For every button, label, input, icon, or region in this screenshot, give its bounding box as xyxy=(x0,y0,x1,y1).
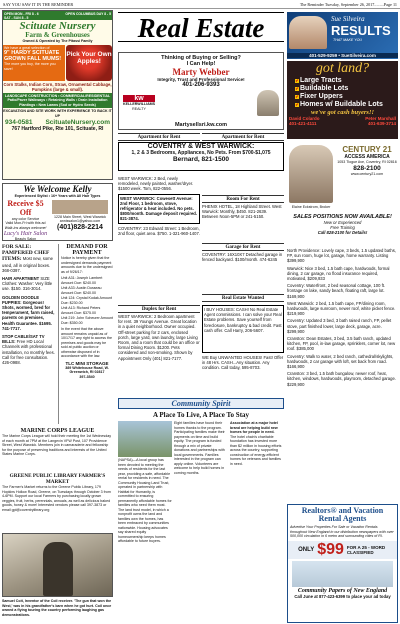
library-body: The Farmer's Market returns to the Greene Public Library, 179 Hopkins Hollow Road, Greene, on Tuesdays through October 3 from 4-6PM. Support our local Farmers by purchasing locally grown veggies, fruit, herbs, perennials, annuals, as well as delicious baked goods, honey & more! Interested vendors please call 397-3873 or email gpl@coventrylibrary.org xyxy=(2,485,111,512)
demand-company-addr: 389 Whitehouse Road, W. Greenwich, RI 02817 xyxy=(65,365,109,374)
century21-phone: 828-2100 xyxy=(353,164,381,172)
sales-call: Call 828-2100 for Details! xyxy=(317,230,368,236)
listing-item: WEST WARWICK: 2 Bed, newly remodeled, newly painted, washer/dryer. $1500 week. Tom, 822-0556. xyxy=(118,176,194,192)
salon-ad xyxy=(2,183,113,241)
salon-phone: (401)828-2214 xyxy=(57,223,103,231)
checkmark-icon: ✔ xyxy=(295,102,299,107)
realtors-footer1: Community Papers of New England xyxy=(297,587,388,594)
gotland-item-label: Homes w/ Buildable Lots xyxy=(300,101,383,108)
mums-sub: The more you buy, the more you save! xyxy=(4,62,56,71)
classified-item xyxy=(2,276,56,292)
gotland-agent-phone: 401-639-3714 xyxy=(367,121,396,126)
demand-unit: Unit A13: Richard Peters Amount Due: $375.00 xyxy=(61,306,101,315)
property-listing: Cranston: Dean Estates, 3 bed, 3.5 bath ranch, updated kitchen, FP, pool, in-law garage, sprinklers, corner lot, new roof. $385,000 xyxy=(287,336,396,352)
century21-logo: CENTURY 21 xyxy=(342,145,392,154)
listing-item: WEST WARWICK: Cowesett Avenue: 2nd Floor, 1 bedroom, stove, refrigerator & heat included. No pets. $800/month. Damage deposit required. 821-3874. xyxy=(118,194,200,224)
classified-head: STOP CABLE/SAT TV BILLS: xyxy=(2,334,45,345)
re-wanted-item: I BUY HOUSES: CASH! No Real Estate Agent commissions. I can solve your Real Estate problems. Save yourself from foreclosure, bankruptcy & bad credit. Fast cash offer. Call Harry, 206-5607. xyxy=(202,305,284,353)
salon-walkins: Walk-ins always welcome! xyxy=(4,225,47,230)
century21-web: www.century21.com xyxy=(350,171,384,176)
header-right: The Reminder Tuesday, September 26, 2017.........Page 11 xyxy=(299,1,397,7)
realtors-only: ONLY xyxy=(298,546,315,553)
gotland-item-label: Buildable Lots xyxy=(300,85,349,92)
page-header xyxy=(0,0,400,9)
feature-col3: The hotel chain's charitable foundation has invested more than $2 million in housing efforts across the country, supporting construction of energy-efficient homes for veterans and families in need. xyxy=(230,434,282,466)
classified-item xyxy=(2,334,56,365)
apt-rent-heading: Apartment for Rent xyxy=(118,133,200,141)
gotland-item xyxy=(295,93,398,101)
kw-brand: KELLERWILLIAMS xyxy=(123,102,156,106)
classified-head: FOR SALE: PAMPERED CHEF ITEMS: xyxy=(2,244,50,263)
classified-body: Free HD Local Channels with professional installation, no monthly fees. Call for free consultation. 426-0988. xyxy=(2,339,55,366)
demand-title: DEMAND FOR PAYMENT xyxy=(66,244,108,256)
library-title: GREENE PUBLIC LIBRARY FARMER'S MARKET xyxy=(9,473,106,485)
apt-rent-heading: Apartment for Rent xyxy=(202,133,284,141)
property-listing: Coventry: Waterfront, 2 bed seasonal cottage, 100 ft. frontage on lake, sandy beach, floating raft, large lot. $169,900 xyxy=(287,283,386,299)
hours-weekend: SAT - SUN 8 - 5 xyxy=(4,15,29,20)
classified-head: GOLDEN DOODLE PUPPIES: Gorgeous! Shots, wormed, bred for temperament, farm raised, parents on premises, Health Guarantee. $1695. 741-7717. xyxy=(2,294,55,331)
demand-company-phone: 397-3540 xyxy=(79,374,95,379)
marine-title: MARINE CORPS LEAGUE xyxy=(20,428,95,434)
silveira-tag: THAT MAKE YOU xyxy=(333,38,363,42)
demand-company: TLC MINI STORAGE xyxy=(65,360,109,366)
webber-q2: I Can Help! xyxy=(186,61,216,67)
photo-figure xyxy=(43,542,73,596)
gotland-item xyxy=(295,85,398,93)
nursery-landscape: LANDSCAPE CONSTRUCTION • COMMERCIAL/RESIDENTIAL Patio/Paver Walkways • Retaining Walls • Drain Installation Plantings • New Lawns (Sod or Hydro Seeds) xyxy=(4,93,111,107)
gotland-agent: David Colardo xyxy=(289,116,320,121)
nursery-web: ScituateNursery.com xyxy=(45,119,110,127)
coventry-box xyxy=(118,142,284,171)
silveira-results: RESULTS xyxy=(331,23,391,38)
mums-banner: We have a great selection of xyxy=(4,45,50,50)
silveira-name: Sue Silveira xyxy=(331,15,365,23)
broker-name: Elaine Eckstrom, Broker xyxy=(291,205,331,209)
property-listing: Coventry: Walk to water, 2 bed ranch, cathedral/skylights, hardwoods, 2 car garage with loft, set back from road. $166,900 xyxy=(287,353,394,370)
salon-offer-sub: any color Service xyxy=(11,216,40,221)
demand-notice xyxy=(58,244,113,424)
salon-offer: Receive $5 Off xyxy=(7,198,44,217)
demand-footer: In the event that the above amount remains unpaid as of 10/17/17 any right to access the premises and goods may be sold at public auction or otherwise disposed of in accordance with the law. xyxy=(61,327,112,358)
nursery-name2: Farm & Greenhouses xyxy=(25,31,90,39)
nursery-products: Corn Stalks, Indian Corn, Straw, Ornamental Cabbage, Pumpkins (large & small). xyxy=(3,81,112,92)
salon-sub: Experienced Stylist • 16+ Years with All Hair Types xyxy=(14,194,101,198)
salon-title: We Welcome Kelly xyxy=(23,184,92,194)
gotland-agent-phone: 401-421-4111 xyxy=(289,121,317,126)
duplex-heading: Duplex for Rent xyxy=(118,305,200,313)
classified-body: SIZE Clothes: Washer: Very little use. $150. 316-3014. xyxy=(2,276,53,292)
salon-photo xyxy=(52,200,108,214)
webber-headshot xyxy=(257,90,279,116)
classified-item xyxy=(2,295,56,331)
century21-office: ACCESS AMERICA xyxy=(344,154,390,160)
marine-body: The Marine Corps League will hold their meeting the 1st Wednesday of each month at 7PM at the Langevin VFW Post, 107 Providence Street, West Warwick. Members join in camaraderie and fellowship for the purpose of preserving traditions and interests of the United States Marine Corps. xyxy=(2,434,112,456)
gotland-ad xyxy=(287,61,398,139)
property-listing: North Providence: Lovely cape, 3 beds, 1.5 updated baths, FP, sun room, huge lot, garage, home warranty. Listing $399,900 xyxy=(287,248,396,264)
demand-unit: Unit 219: John Scheurer Amount Due: $350.00 xyxy=(61,316,113,325)
silveira-phone: 401-529-9259 • SueSilveira.com xyxy=(287,53,398,58)
library-notice xyxy=(2,473,113,531)
nursery-hours xyxy=(3,11,112,20)
realtors-title: Realtors® and Vacation Rental Agents xyxy=(301,506,384,523)
property-listing: Coventry: Updated 3 bed, 3 bath raised ranch, FP, pellet stove, part finished lower, large deck, garage, acre. $299,900 xyxy=(287,318,392,334)
property-listing: West Warwick: 2 bed, 1.5 bath cape, FP/dining room, hardwoods, large sunroom, newer roof, white picket fence. $219,900 xyxy=(287,300,396,317)
mums-text: 9" HARDY SCITUATE GROWN FALL MUMS! xyxy=(4,50,62,62)
property-listing: Warwick: Nice 3 bed, 1.5 bath cape, hardwoods, formal dining, 2 car garage, no flood insurance required, motivated, $209,933 xyxy=(287,265,390,282)
nursery-address: 767 Hartford Pike, Rte 101, Scituate, RI xyxy=(11,126,104,133)
feature-photo xyxy=(118,421,172,457)
webber-q1: Thinking of Buying or Selling? xyxy=(161,55,241,61)
checkmark-icon: ✔ xyxy=(295,78,299,83)
room-listing: PHENIX HOTEL, 18 Highland Street. West Warwick: Monthly, $450. 821-2639. Between Noon-5PM or 241-5150. xyxy=(202,204,282,220)
newspapers-image xyxy=(292,561,393,587)
hours-holiday: OPEN COLUMBUS DAY 8 - 5 xyxy=(65,11,111,16)
feature-col3-head: Association at a major hotel brand are helping build new homes for people in need. xyxy=(230,421,278,434)
silveira-photo xyxy=(289,16,327,49)
coventry-body: 1, 2 & 3 Bedrooms, Appliances, No Pets. From $700-$1,075 xyxy=(131,150,271,156)
salon-email: annissalon1@yahoo.com xyxy=(59,219,101,223)
nursery-excavation: EXCAVATION AND SITE WORK WITH EXPERIENCE TO BACK IT UP xyxy=(3,109,112,118)
realtors-ad xyxy=(287,504,398,623)
listing-item: COVENTRY: 23 Edward Street: 1 Bedroom, 2nd floor, quiet area. $750. 1-321-960-1407. xyxy=(118,225,200,236)
kw-logo: kw xyxy=(123,95,155,102)
gotland-tag: we've got cash buyers!! xyxy=(310,109,374,116)
community-banner: Community Spirit xyxy=(118,398,284,409)
sales-positions xyxy=(287,214,398,246)
mums-box xyxy=(3,45,65,81)
sales-sub1: New or Experienced xyxy=(323,220,362,225)
nursery-name: Scituate Nursery xyxy=(19,20,96,32)
re-wanted-heading: Real Estate Wanted xyxy=(202,294,284,302)
feature-col2: Eight families have found their homes thanks to the program. Participating families make their payments on time and build equity. The program is funded through a mix of private donations and partnerships with local governments. Families interested in the program can apply online. Volunteers are welcome to help build homes in coming months. xyxy=(174,421,225,475)
kw-brand-sub: REALTY xyxy=(132,106,146,111)
photo-caption: Samuel Coit, Inventor of the Coil receiver. 'The gun that won the West,' was in his grandfather's barn when he got hurt. Coil once owned a flying touring the country performing laughing gas demonstrations. xyxy=(2,599,112,617)
checkmark-icon: ✔ xyxy=(295,94,299,99)
gotland-item xyxy=(295,77,398,85)
webber-email: Martysellsri.kw.com xyxy=(174,122,228,128)
classifieds-left xyxy=(2,244,56,424)
community-feature xyxy=(118,398,284,623)
webber-ad xyxy=(118,52,284,130)
section-title: Real Estate xyxy=(118,12,284,42)
broker-photo xyxy=(289,145,333,203)
salon-name-sub: Beauty Salon xyxy=(14,237,37,241)
hours-weekday: OPEN MON - FRI 8 - 6 xyxy=(4,11,39,16)
salon-offer-sub2: Valid Mon-Fri with this ad xyxy=(5,221,46,225)
gotland-item-label: Fixer Uppers xyxy=(300,93,343,100)
nursery-phone: 934-0581 xyxy=(5,119,33,127)
classified-body: Most new, some used, all in original boxes. 368-0397. xyxy=(2,256,53,273)
gotland-agent: Peter Marshall xyxy=(365,116,396,121)
classified-head: HAIR APARTMENT xyxy=(2,276,40,282)
century21-address: 1053 Tiogue Ave, Coventry, RI 02816 xyxy=(337,160,397,164)
checkmark-icon: ✔ xyxy=(295,86,299,91)
room-heading: Room For Rent xyxy=(202,195,284,203)
header-left: SAY YOU SAW IT IN THE REMINDER xyxy=(3,1,74,7)
demand-body: Notice is hereby given that the undersigned demands payment amounts due to the undersigned as of 9/26/17: xyxy=(61,256,113,274)
webber-phone: 401-206-9393 xyxy=(182,82,220,88)
gotland-item xyxy=(295,101,398,109)
apartments-column xyxy=(118,176,200,311)
gotland-item-label: Large Tracts xyxy=(300,77,342,84)
realtors-price: $99 xyxy=(317,540,344,558)
apples-badge: Pick Your Own Apples! xyxy=(66,45,112,81)
realtors-footer2: Call June at 877-423-6399 to place your ad today xyxy=(294,593,391,599)
property-listing: Cranston: 3 bed, 1.5 bath bungalow, newer roof, heat, kitchen, windows, hardwoods, playroom, detached garage. $229,900 xyxy=(287,371,396,387)
salon-name: Lucy's Hair Salon xyxy=(3,231,48,237)
century21-listings xyxy=(287,248,398,468)
demand-unit: Unit 124: Crystal Kodak Amount Due: $230.00 xyxy=(61,296,112,305)
gotland-title: got land? xyxy=(315,61,370,76)
duplex-listing: WEST WARWICK: 2 Bedroom apartment for rent. 39 Youngs Avenue. Great location in a quiet neighborhood. Owner occupied. Off-street parking for 2 cars, enclosed porch, large yard, own laundry, large Living Room, and a room that could be an office or formal Dining Room. $1200. Pets considered and non-smoking. Shown by Appointment Only (401) 821-7177. xyxy=(118,314,200,361)
century21-ad xyxy=(287,143,398,213)
re-wanted-item: WE Buy UNWANTED HOUSES! Fast! Offer in 48 Hrs. CASH...Any situation. Any condition. Call today, 595-8703. xyxy=(202,355,284,371)
coventry-phone: Bernard, 821-1500 xyxy=(172,156,229,163)
sales-title: SALES POSITIONS NOW AVAILABLE! xyxy=(293,214,392,220)
feature-title: A Place To Live, A Place To Stay xyxy=(152,411,250,419)
realtors-for: FOR A 25 - WORD CLASSIFIED xyxy=(346,544,386,555)
webber-name: Marty Webber xyxy=(172,67,230,77)
realtors-body: Advertise Your Properties For Sale or Vacation Rentals throughout New England in our distribution newspapers with over 500,000 circulation in 6 metro and surrounding cities of RI. xyxy=(290,525,394,538)
historic-photo xyxy=(2,533,113,597)
sales-sub2: Free Training xyxy=(330,225,355,231)
marine-notice xyxy=(2,428,113,472)
garage-listing: COVENTRY: 16X10X7 Detached garage in fenced backyard. $100/month. 474-6245 xyxy=(202,252,283,263)
silveira-ad xyxy=(287,12,398,59)
feature-col1: (NAPSA)—A local group has been devoted to meeting the needs of residents for the last year, providing a safe, affordable rental for residents in need. The Community Housing Land Trust, operated in partnership with Habitat for Humanity, is committed to ensuring permanently affordable homes for families who need them most. The land trust model, in which a nonprofit owns the land and families own the homes, has been embraced by communities nationwide. Housing advocates say shared equity homeownership keeps homes affordable to future buyers. xyxy=(118,458,172,543)
webber-sub: Integrity, Trust and Professional Service! xyxy=(157,77,245,82)
nursery-ad xyxy=(2,10,113,180)
classified-item xyxy=(2,244,56,273)
nursery-owned: Owned & Operated by The Pitassi Family xyxy=(22,39,93,43)
demand-unit: Unit A33: Austin Dusseau Amount Due: $240.00 xyxy=(61,286,102,295)
salon-address: 1228 Main Street, West Warwick xyxy=(54,214,106,219)
demand-unit: Unit A31: Joseph Lambert Amount Due: $240.00 xyxy=(61,276,103,285)
coventry-title: COVENTRY & WEST WARWICK: xyxy=(147,143,255,150)
garage-heading: Garage for Rent xyxy=(202,243,284,251)
